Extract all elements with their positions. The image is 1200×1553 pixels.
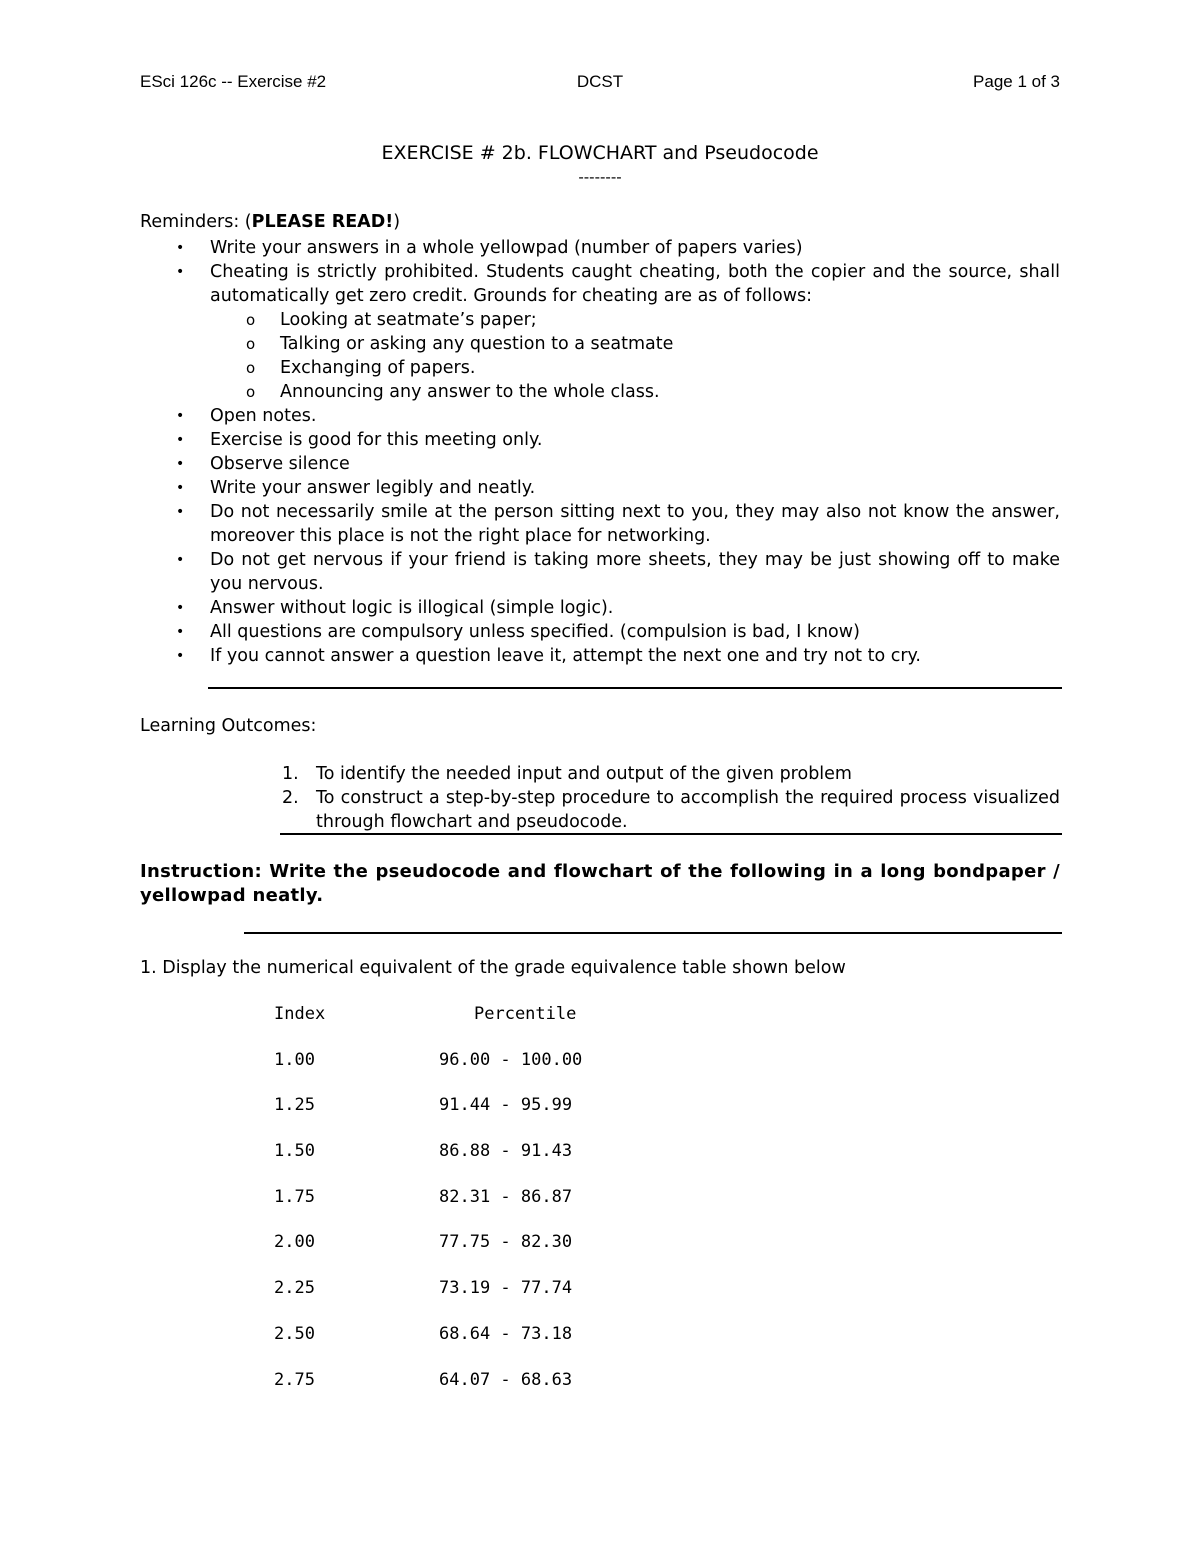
index-cell: 1.00 [274, 1049, 315, 1070]
index-cell: 2.75 [274, 1369, 315, 1390]
list-item [140, 428, 1060, 452]
percentile-header: Percentile [474, 1004, 577, 1024]
percentile-cell: 68.64 - 73.18 [439, 1323, 573, 1344]
divider-line [244, 932, 1062, 934]
exercise-title: EXERCISE # 2b. FLOWCHART and Pseudocode [381, 142, 819, 164]
percentile-cell: 86.88 - 91.43 [439, 1141, 573, 1162]
percentile-cell: 64.07 - 68.63 [439, 1369, 573, 1390]
divider-line [280, 833, 1062, 835]
list-item [140, 548, 1060, 596]
percentile-cell: 96.00 - 100.00 [439, 1049, 583, 1070]
sub-bullet-icon: o [246, 359, 256, 377]
reminder-text: Do not necessarily smile at the person sitting next to you, they may also not know the answer, moreover this place is not the right place for networking. [210, 502, 1060, 546]
sub-bullet-icon: o [246, 311, 256, 329]
reminder-text: Write your answer legibly and neatly. [210, 478, 536, 498]
list-item [140, 644, 1060, 668]
instruction-text: Instruction: Write the pseudocode and flowchart of the following in a long bondpaper / yellowpad neatly. [140, 861, 1060, 906]
bullet-icon: • [176, 264, 185, 280]
list-item [210, 332, 1060, 356]
reminder-text: Exercise is good for this meeting only. [210, 430, 543, 450]
list-item [140, 596, 1060, 620]
outcome-number: 1. [282, 764, 299, 784]
index-header: Index [274, 1004, 326, 1024]
list-item [140, 620, 1060, 644]
list-item [140, 260, 1060, 404]
title-dashes: -------- [578, 168, 622, 186]
outcome-number: 2. [282, 788, 299, 808]
reminder-text: Open notes. [210, 406, 317, 426]
bullet-icon: • [176, 408, 185, 424]
bullet-icon: • [176, 240, 185, 256]
divider-line [208, 687, 1062, 689]
cheating-ground-text: Talking or asking any question to a seatmate [280, 334, 674, 354]
bullet-icon: • [176, 552, 185, 568]
cheating-ground-text: Looking at seatmate’s paper; [280, 310, 537, 330]
list-item [210, 356, 1060, 380]
index-cell: 1.75 [274, 1186, 315, 1207]
bullet-icon: • [176, 504, 185, 520]
index-cell: 1.25 [274, 1095, 315, 1116]
reminders-label [140, 212, 400, 232]
outcome-text: To identify the needed input and output of the given problem [316, 764, 852, 784]
reminders-label-text: Reminders: ( [140, 212, 252, 232]
cheating-ground-text: Announcing any answer to the whole class. [280, 382, 660, 402]
bullet-icon: • [176, 648, 185, 664]
bullet-icon: • [176, 600, 185, 616]
list-item [140, 404, 1060, 428]
list-item [210, 308, 1060, 332]
header-course: ESci 126c -- Exercise #2 [140, 72, 327, 91]
reminder-text: Write your answers in a whole yellowpad (number of papers varies) [210, 238, 803, 258]
list-item [210, 380, 1060, 404]
index-cell: 2.00 [274, 1232, 315, 1253]
please-read-text: PLEASE READ! [251, 212, 394, 232]
percentile-cell: 91.44 - 95.99 [439, 1095, 573, 1116]
bullet-icon: • [176, 480, 185, 496]
sub-bullet-icon: o [246, 335, 256, 353]
reminder-text: Cheating is strictly prohibited. Students caught cheating, both the copier and the source, shall automatically get zero credit. Grounds for cheating are as of follows: [210, 262, 1060, 306]
percentile-cell: 73.19 - 77.74 [439, 1278, 573, 1299]
percentile-cell: 77.75 - 82.30 [439, 1232, 573, 1253]
reminder-text: All questions are compulsory unless specified. (compulsion is bad, I know) [210, 622, 860, 642]
reminders-label-end: ) [393, 212, 401, 232]
cheating-grounds-list [210, 308, 1060, 404]
list-item [280, 762, 1060, 786]
question-1: 1. Display the numerical equivalent of the grade equivalence table shown below [140, 958, 846, 978]
percentile-cell: 82.31 - 86.87 [439, 1186, 573, 1207]
bullet-icon: • [176, 456, 185, 472]
index-cell: 2.25 [274, 1278, 315, 1299]
index-cell: 2.50 [274, 1323, 315, 1344]
page-header [140, 72, 1060, 96]
list-item [140, 452, 1060, 476]
list-item [140, 236, 1060, 260]
reminder-text: If you cannot answer a question leave it, attempt the next one and try not to cry. [210, 646, 921, 666]
list-item [280, 786, 1060, 834]
header-page-number: Page 1 of 3 [973, 72, 1060, 91]
learning-outcomes-label: Learning Outcomes: [140, 716, 317, 736]
reminders-list [140, 236, 1060, 668]
reminder-text: Answer without logic is illogical (simple logic). [210, 598, 614, 618]
header-department: DCST [576, 72, 624, 91]
reminder-text: Do not get nervous if your friend is taking more sheets, they may be just showing off to make you nervous. [210, 550, 1060, 594]
outcome-text: To construct a step-by-step procedure to accomplish the required process visualized through flowchart and pseudocode. [316, 788, 1060, 832]
list-item [140, 500, 1060, 548]
learning-outcomes-list [280, 762, 1060, 834]
bullet-icon: • [176, 624, 185, 640]
reminder-text: Observe silence [210, 454, 350, 474]
list-item [140, 476, 1060, 500]
sub-bullet-icon: o [246, 383, 256, 401]
bullet-icon: • [176, 432, 185, 448]
index-cell: 1.50 [274, 1141, 315, 1162]
cheating-ground-text: Exchanging of papers. [280, 358, 476, 378]
